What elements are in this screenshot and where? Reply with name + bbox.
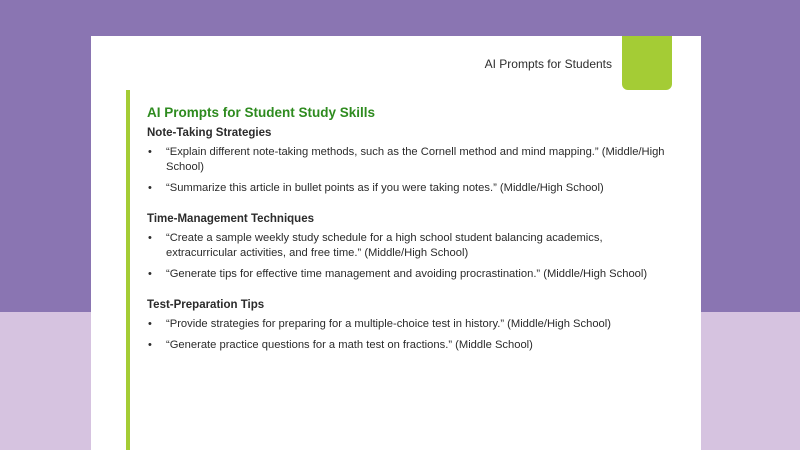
list-item-text: “Generate practice questions for a math test on fractions.” (Middle School) (166, 339, 533, 351)
bullet-icon: • (148, 232, 152, 244)
document-title: AI Prompts for Student Study Skills (147, 105, 376, 120)
section-time-management (147, 213, 667, 282)
document-content (147, 105, 667, 370)
document-page (91, 36, 701, 450)
page-header-title: AI Prompts for Students (484, 57, 612, 71)
list-item-text: “Provide strategies for preparing for a multiple-choice test in history.” (Middle/High School) (166, 318, 611, 330)
section-test-preparation (147, 299, 667, 353)
list-item (147, 267, 667, 282)
green-corner-tab (622, 36, 672, 90)
bullet-icon: • (148, 268, 152, 280)
section-heading: Note-Taking Strategies (147, 127, 272, 139)
list-item (147, 145, 667, 175)
bullet-icon: • (148, 182, 152, 194)
bullet-list (147, 145, 667, 196)
green-margin-bar (126, 90, 130, 450)
bullet-icon: • (148, 339, 152, 351)
section-heading: Time-Management Techniques (147, 213, 314, 225)
list-item (147, 181, 667, 196)
bullet-icon: • (148, 146, 152, 158)
list-item (147, 338, 667, 353)
list-item-text: “Explain different note-taking methods, such as the Cornell method and mind mapping.” (Middle/High School) (166, 146, 665, 173)
list-item-text: “Create a sample weekly study schedule for a high school student balancing academics, extracurricular activities, and free time.” (Middle/High School) (166, 232, 603, 259)
list-item (147, 231, 667, 261)
list-item-text: “Generate tips for effective time management and avoiding procrastination.” (Middle/High School) (166, 268, 648, 280)
list-item (147, 317, 667, 332)
bullet-list (147, 317, 667, 353)
list-item-text: “Summarize this article in bullet points as if you were taking notes.” (Middle/High School) (166, 182, 604, 194)
bullet-list (147, 231, 667, 282)
section-note-taking (147, 127, 667, 196)
section-heading: Test-Preparation Tips (147, 299, 265, 311)
bullet-icon: • (148, 318, 152, 330)
